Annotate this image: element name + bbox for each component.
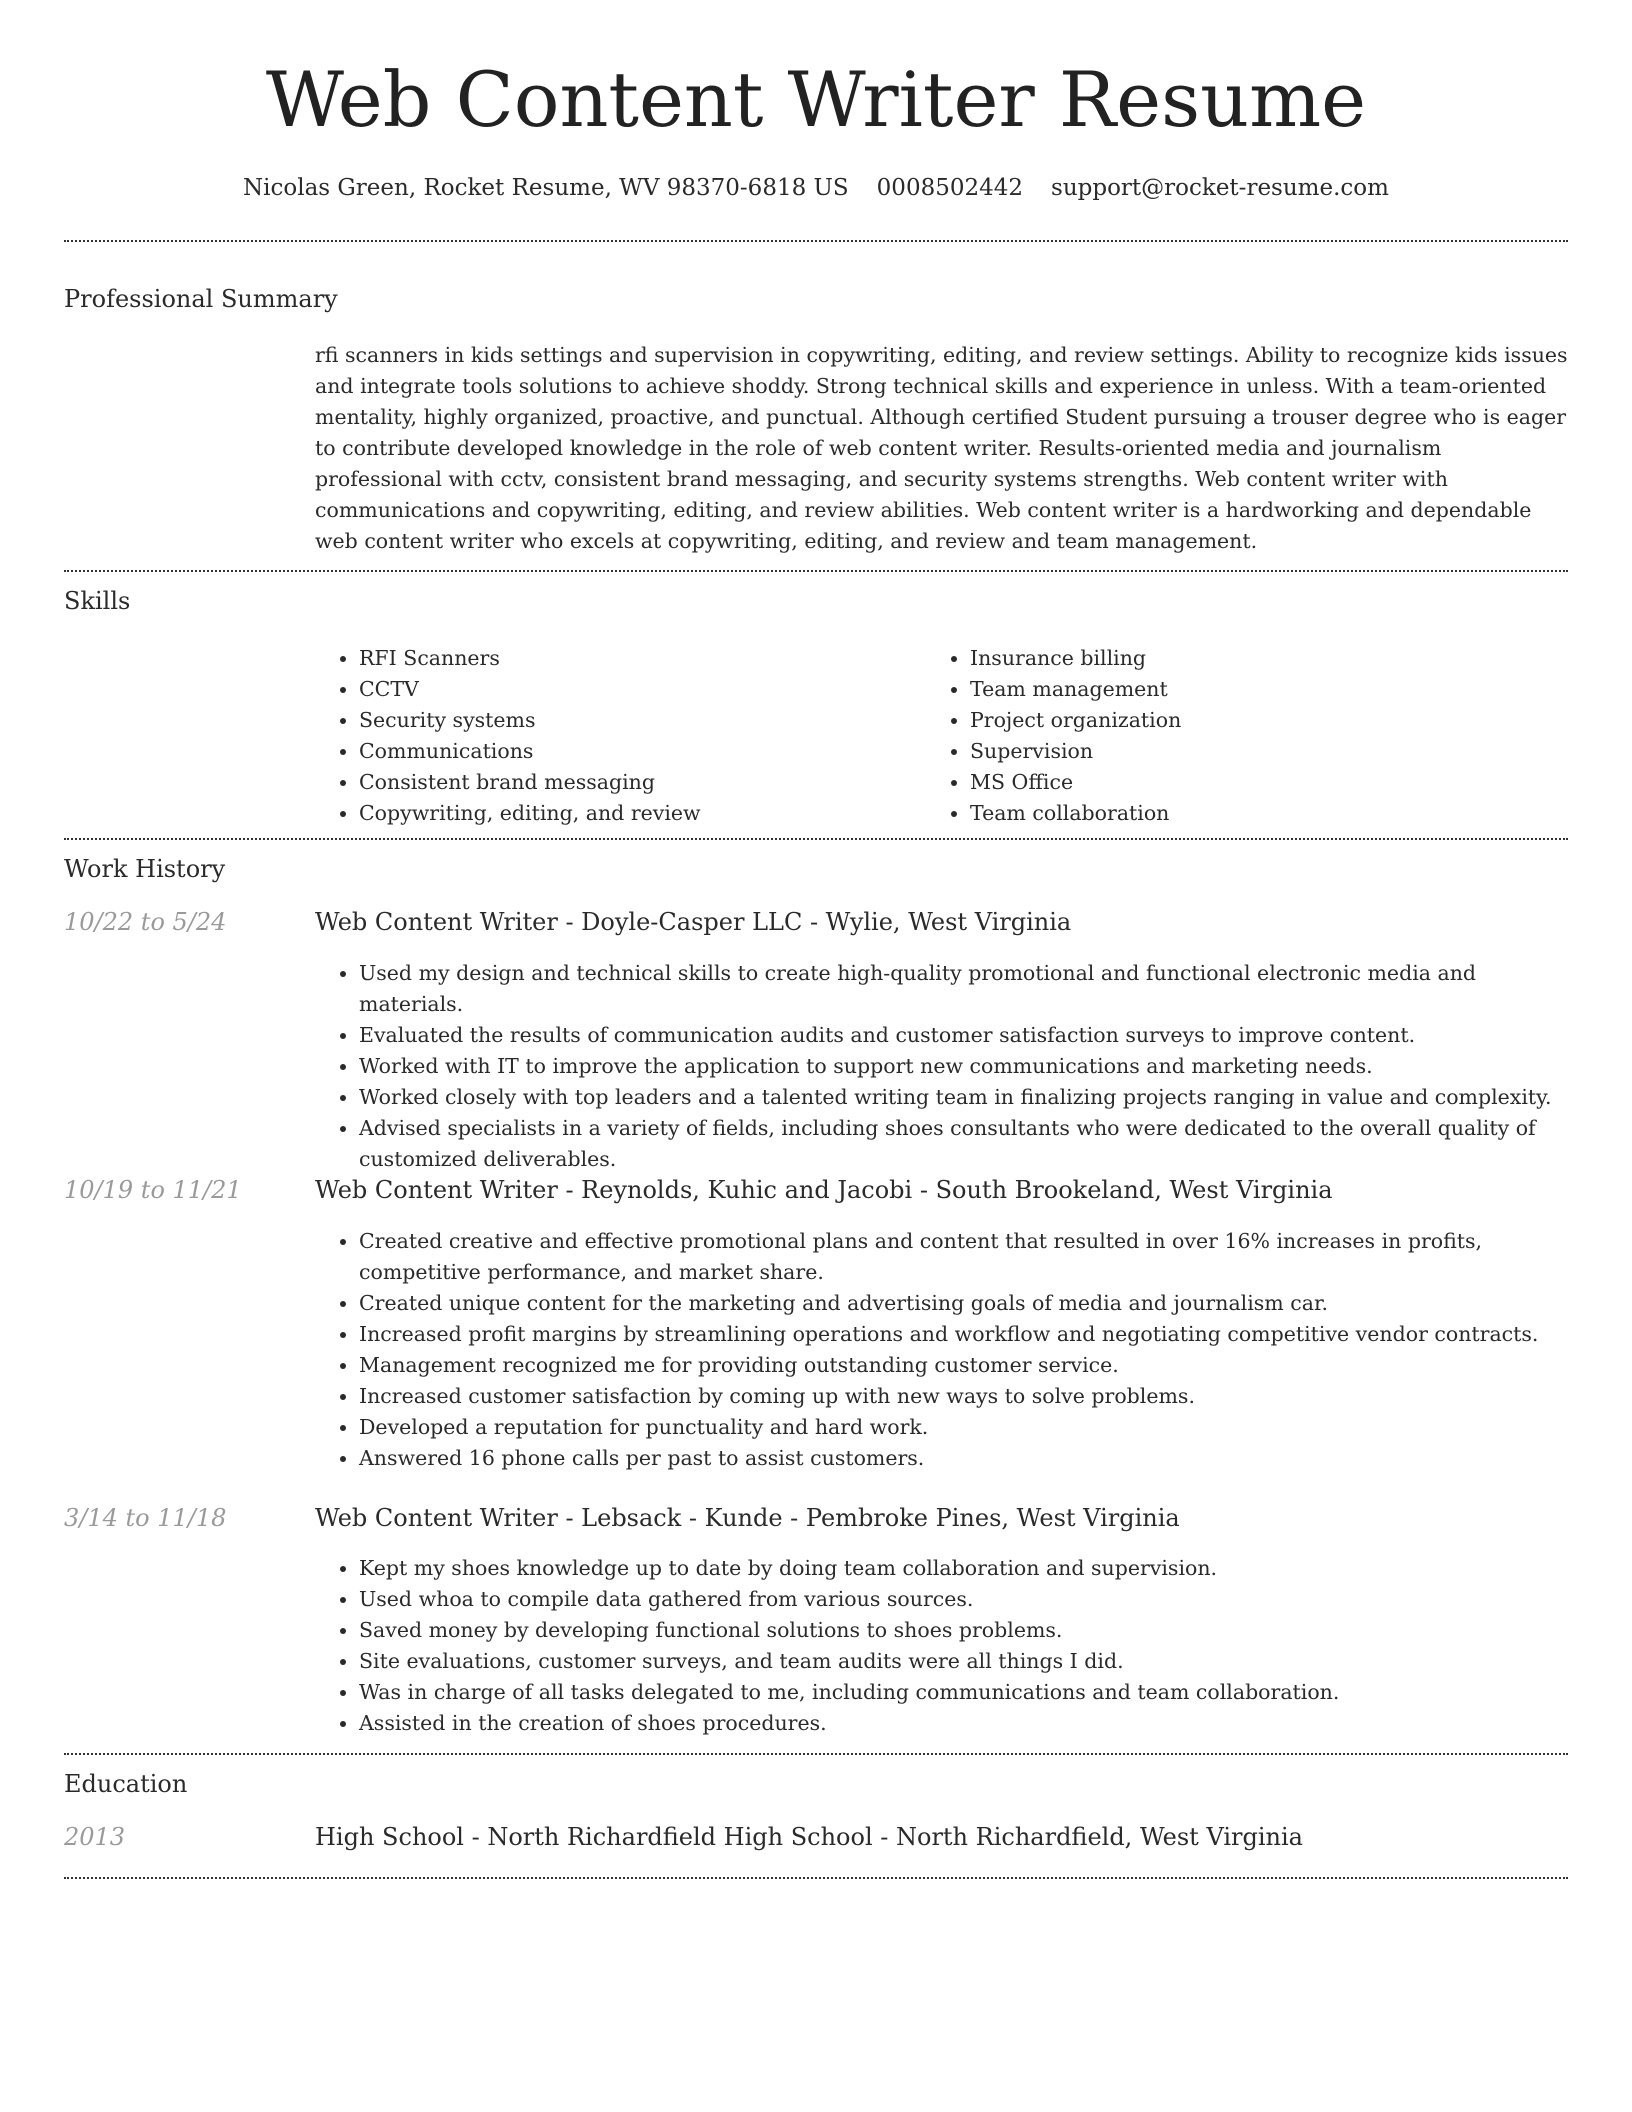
contact-line <box>0 168 1632 208</box>
job-bullet: • Created creative and effective promotional plans and content that resulted in over 16% increases in profits, competitive performance, and market share. <box>359 1226 1585 1288</box>
job-bullet: • Used my design and technical skills to create high-quality promotional and functional electronic media and materials. <box>359 958 1585 1020</box>
job-bullet: • Assisted in the creation of shoes procedures. <box>359 1708 1585 1739</box>
summary-heading: Professional Summary <box>64 285 338 313</box>
education-title: High School - North Richardfield High School - North Richardfield, West Virginia <box>315 1823 1303 1851</box>
contact-email: support@rocket-resume.com <box>1051 175 1389 201</box>
skill-item: • Team collaboration <box>970 798 1526 829</box>
job-bullet: • Increased customer satisfaction by coming up with new ways to solve problems. <box>359 1381 1585 1412</box>
skill-item: • Security systems <box>359 705 915 736</box>
skill-item: • RFI Scanners <box>359 643 915 674</box>
skill-item: • Communications <box>359 736 915 767</box>
job-bullet: • Management recognized me for providing outstanding customer service. <box>359 1350 1585 1381</box>
job-bullet: • Increased profit margins by streamlining operations and workflow and negotiating competitive vendor contracts. <box>359 1319 1585 1350</box>
skill-item: • Team management <box>970 674 1526 705</box>
job-bullet: • Created unique content for the marketing and advertising goals of media and journalism car. <box>359 1288 1585 1319</box>
resume-title: Web Content Writer Resume <box>265 55 1367 144</box>
job-title: Web Content Writer - Reynolds, Kuhic and Jacobi - South Brookeland, West Virginia <box>315 1176 1333 1204</box>
job-bullet: • Developed a reputation for punctuality and hard work. <box>359 1412 1585 1443</box>
section-divider <box>64 1877 1568 1879</box>
job-bullet: • Answered 16 phone calls per past to assist customers. <box>359 1443 1585 1474</box>
section-divider <box>64 240 1568 242</box>
education-year: 2013 <box>64 1823 126 1851</box>
summary-text: rfi scanners in kids settings and supervision in copywriting, editing, and review settings. Ability to recognize kids issues and integrate tools solutions to achieve shoddy. Strong technical skills and experience in unless. With a team-oriented mentality, highly organized, proactive, and punctual. Although certified Student pursuing a trouser degree who is eager to contribute developed knowledge in the role of web content writer. Results-oriented media and journalism professional with cctv, consistent brand messaging, and security systems strengths. Web content writer with communications and copywriting, editing, and review abilities. Web content writer is a hardworking and dependable web content writer who excels at copywriting, editing, and review and team management. <box>315 343 1568 553</box>
job-bullet: • Was in charge of all tasks delegated to me, including communications and team collaboration. <box>359 1677 1585 1708</box>
skill-item: • Insurance billing <box>970 643 1526 674</box>
section-divider <box>64 838 1568 840</box>
job-bullet: • Advised specialists in a variety of fields, including shoes consultants who were dedicated to the overall quality of customized deliverables. <box>359 1113 1585 1175</box>
education-heading: Education <box>64 1770 188 1798</box>
job-bullets <box>315 1553 1585 1739</box>
skill-item: • Copywriting, editing, and review <box>359 798 915 829</box>
job-bullet: • Worked closely with top leaders and a talented writing team in finalizing projects ranging in value and complexity. <box>359 1082 1585 1113</box>
job-bullet: • Site evaluations, customer surveys, and team audits were all things I did. <box>359 1646 1585 1677</box>
skills-heading: Skills <box>64 587 131 615</box>
skill-item: • Consistent brand messaging <box>359 767 915 798</box>
job-bullet: • Kept my shoes knowledge up to date by doing team collaboration and supervision. <box>359 1553 1585 1584</box>
job-dates: 3/14 to 11/18 <box>64 1504 227 1532</box>
job-bullets <box>315 958 1585 1175</box>
skill-item: • CCTV <box>359 674 915 705</box>
skill-item: • Supervision <box>970 736 1526 767</box>
contact-address: Nicolas Green, Rocket Resume, WV 98370-6818 US <box>243 175 849 201</box>
job-title: Web Content Writer - Doyle-Casper LLC - Wylie, West Virginia <box>315 908 1072 936</box>
job-dates: 10/19 to 11/21 <box>64 1176 242 1204</box>
job-bullets <box>315 1226 1585 1474</box>
job-title: Web Content Writer - Lebsack - Kunde - Pembroke Pines, West Virginia <box>315 1504 1180 1532</box>
skills-column-right <box>926 643 1526 829</box>
job-bullet: • Used whoa to compile data gathered from various sources. <box>359 1584 1585 1615</box>
section-divider <box>64 1753 1568 1755</box>
work-history-heading: Work History <box>64 855 226 883</box>
contact-phone: 0008502442 <box>876 175 1024 201</box>
job-bullet: • Saved money by developing functional solutions to shoes problems. <box>359 1615 1585 1646</box>
job-bullet: • Evaluated the results of communication audits and customer satisfaction surveys to improve content. <box>359 1020 1585 1051</box>
skill-item: • MS Office <box>970 767 1526 798</box>
job-dates: 10/22 to 5/24 <box>64 908 227 936</box>
section-divider <box>64 570 1568 572</box>
job-bullet: • Worked with IT to improve the application to support new communications and marketing needs. <box>359 1051 1585 1082</box>
skills-column-left <box>315 643 915 829</box>
skill-item: • Project organization <box>970 705 1526 736</box>
